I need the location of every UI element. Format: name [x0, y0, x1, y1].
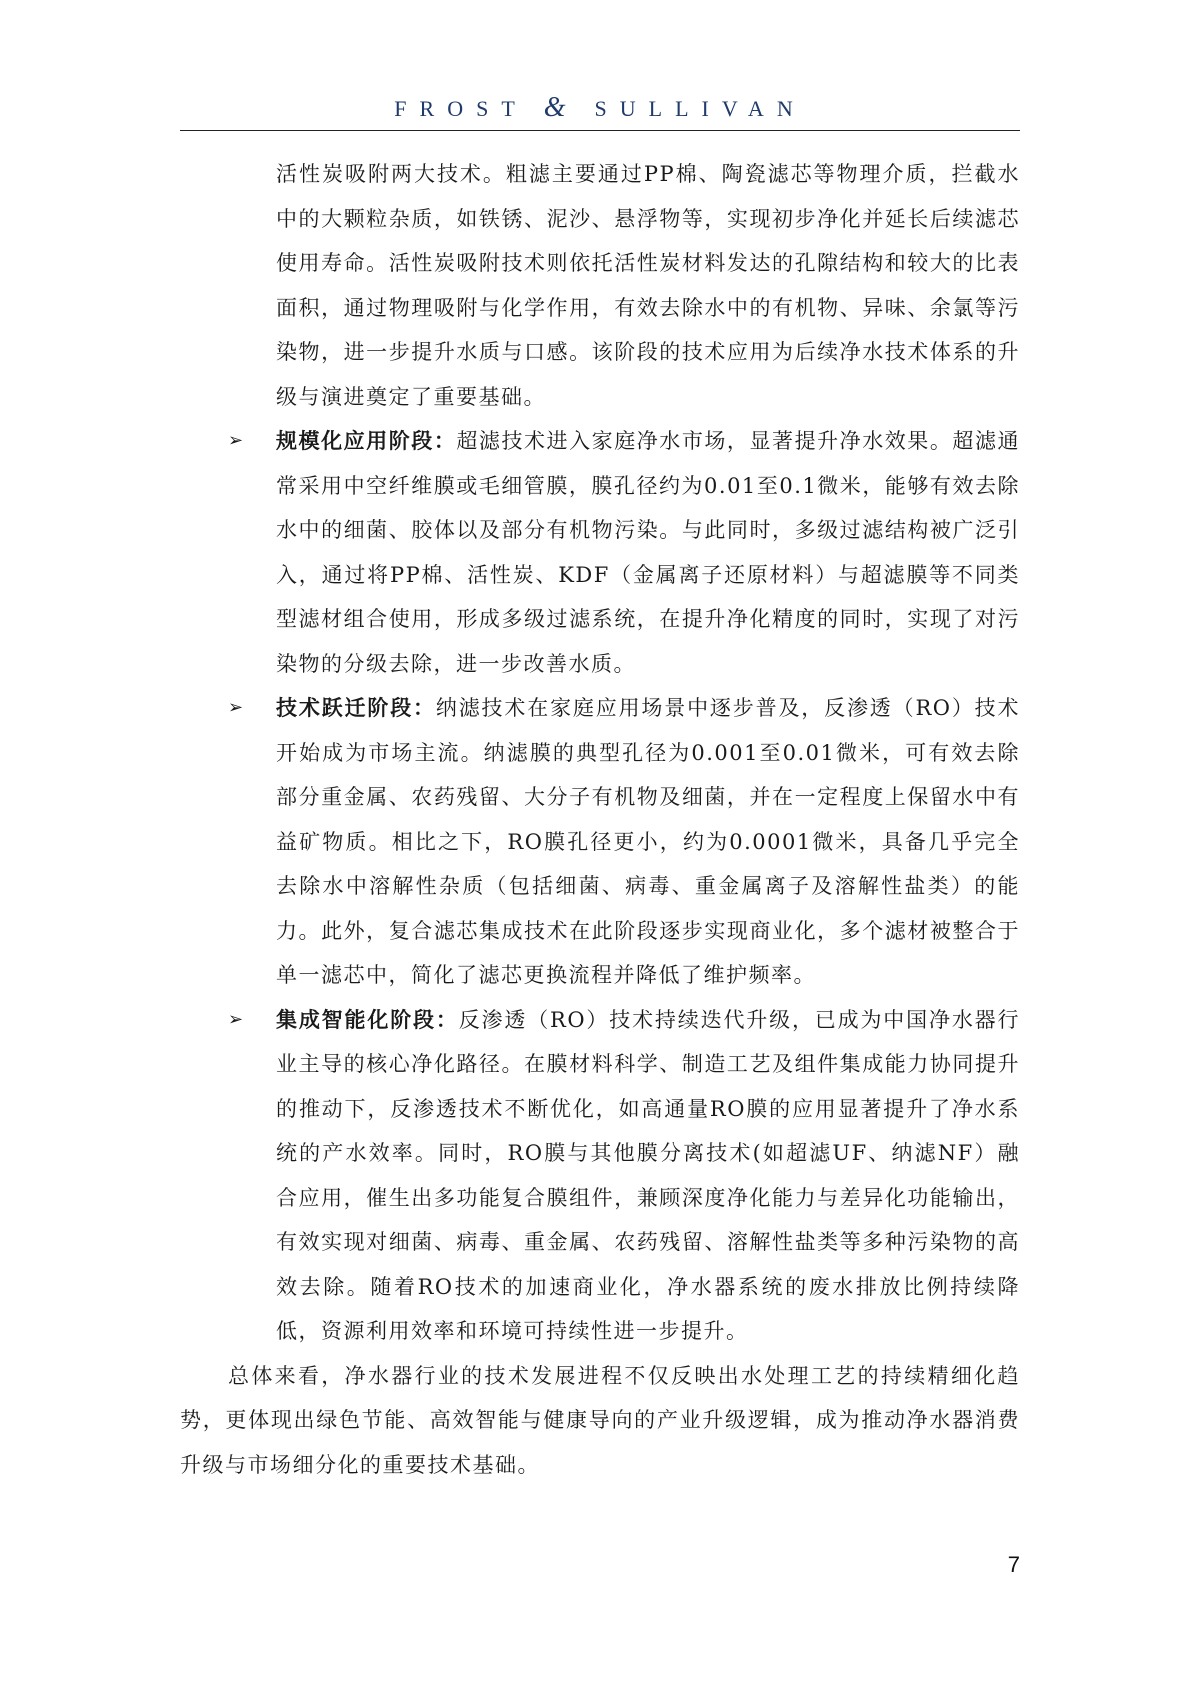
bullet-text: 纳滤技术在家庭应用场景中逐步普及，反渗透（RO）技术开始成为市场主流。纳滤膜的典型孔径为0.001至0.01微米，可有效去除部分重金属、农药残留、大分子有机物及细菌，并在一定程度上保留水中有益矿物质。相比之下，RO膜孔径更小，约为0.0001微米，具备几乎完全去除水中溶解性杂质（包括细菌、病毒、重金属离子及溶解性盐类）的能力。此外，复合滤芯集成技术在此阶段逐步实现商业化，多个滤材被整合于单一滤芯中，简化了滤芯更换流程并降低了维护频率。 — [276, 696, 1021, 987]
brand-logo — [180, 94, 1020, 123]
arrow-bullet-icon: ➢ — [228, 430, 245, 451]
bullet-title: 技术跃迁阶段： — [276, 695, 436, 720]
arrow-bullet-icon: ➢ — [228, 697, 245, 718]
header-divider — [180, 130, 1020, 131]
bullet-title: 集成智能化阶段： — [276, 1006, 459, 1032]
bullet-title: 规模化应用阶段： — [276, 428, 457, 453]
bullet-item-integrated-smart — [180, 998, 1020, 1354]
document-body — [180, 152, 1020, 1487]
bullet-item-scale-application — [180, 419, 1020, 686]
page-number: 7 — [1007, 1552, 1020, 1577]
bullet-text: 超滤技术进入家庭净水市场，显著提升净水效果。超滤通常采用中空纤维膜或毛细管膜，膜孔径约为0.01至0.1微米，能够有效去除水中的细菌、胶体以及部分有机物污染。与此同时，多级过滤结构被广泛引入，通过将PP棉、活性炭、KDF（金属离子还原材料）与超滤膜等不同类型滤材组合使用，形成多级过滤系统，在提升净化精度的同时，实现了对污染物的分级去除，进一步改善水质。 — [276, 429, 1020, 676]
brand-left: FROST — [394, 96, 528, 121]
bullet-text: 反渗透（RO）技术持续迭代升级，已成为中国净水器行业主导的核心净化路径。在膜材料科学、制造工艺及组件集成能力协同提升的推动下，反渗透技术不断优化，如高通量RO膜的应用显著提升了净水系统的产水效率。同时，RO膜与其他膜分离技术(如超滤UF、纳滤NF）融合应用，催生出多功能复合膜组件，兼顾深度净化能力与差异化功能输出，有效实现对细菌、病毒、重金属、农药残留、溶解性盐类等多种污染物的高效去除。随着RO技术的加速商业化，净水器系统的废水排放比例持续降低，资源利用效率和环境可持续性进一步提升。 — [276, 1007, 1020, 1343]
bullet-item-tech-leap — [180, 686, 1020, 998]
brand-right: SULLIVAN — [594, 96, 806, 121]
brand-ampersand: & — [543, 92, 579, 123]
summary-paragraph: 总体来看，净水器行业的技术发展进程不仅反映出水处理工艺的持续精细化趋势，更体现出绿色节能、高效智能与健康导向的产业升级逻辑，成为推动净水器消费升级与市场细分化的重要技术基础。 — [180, 1363, 1020, 1477]
continuation-paragraph: 活性炭吸附两大技术。粗滤主要通过PP棉、陶瓷滤芯等物理介质，拦截水中的大颗粒杂质，如铁锈、泥沙、悬浮物等，实现初步净化并延长后续滤芯使用寿命。活性炭吸附技术则依托活性炭材料发达的孔隙结构和较大的比表面积，通过物理吸附与化学作用，有效去除水中的有机物、异味、余氯等污染物，进一步提升水质与口感。该阶段的技术应用为后续净水技术体系的升级与演进奠定了重要基础。 — [276, 162, 1020, 409]
arrow-bullet-icon: ➢ — [228, 1008, 245, 1030]
